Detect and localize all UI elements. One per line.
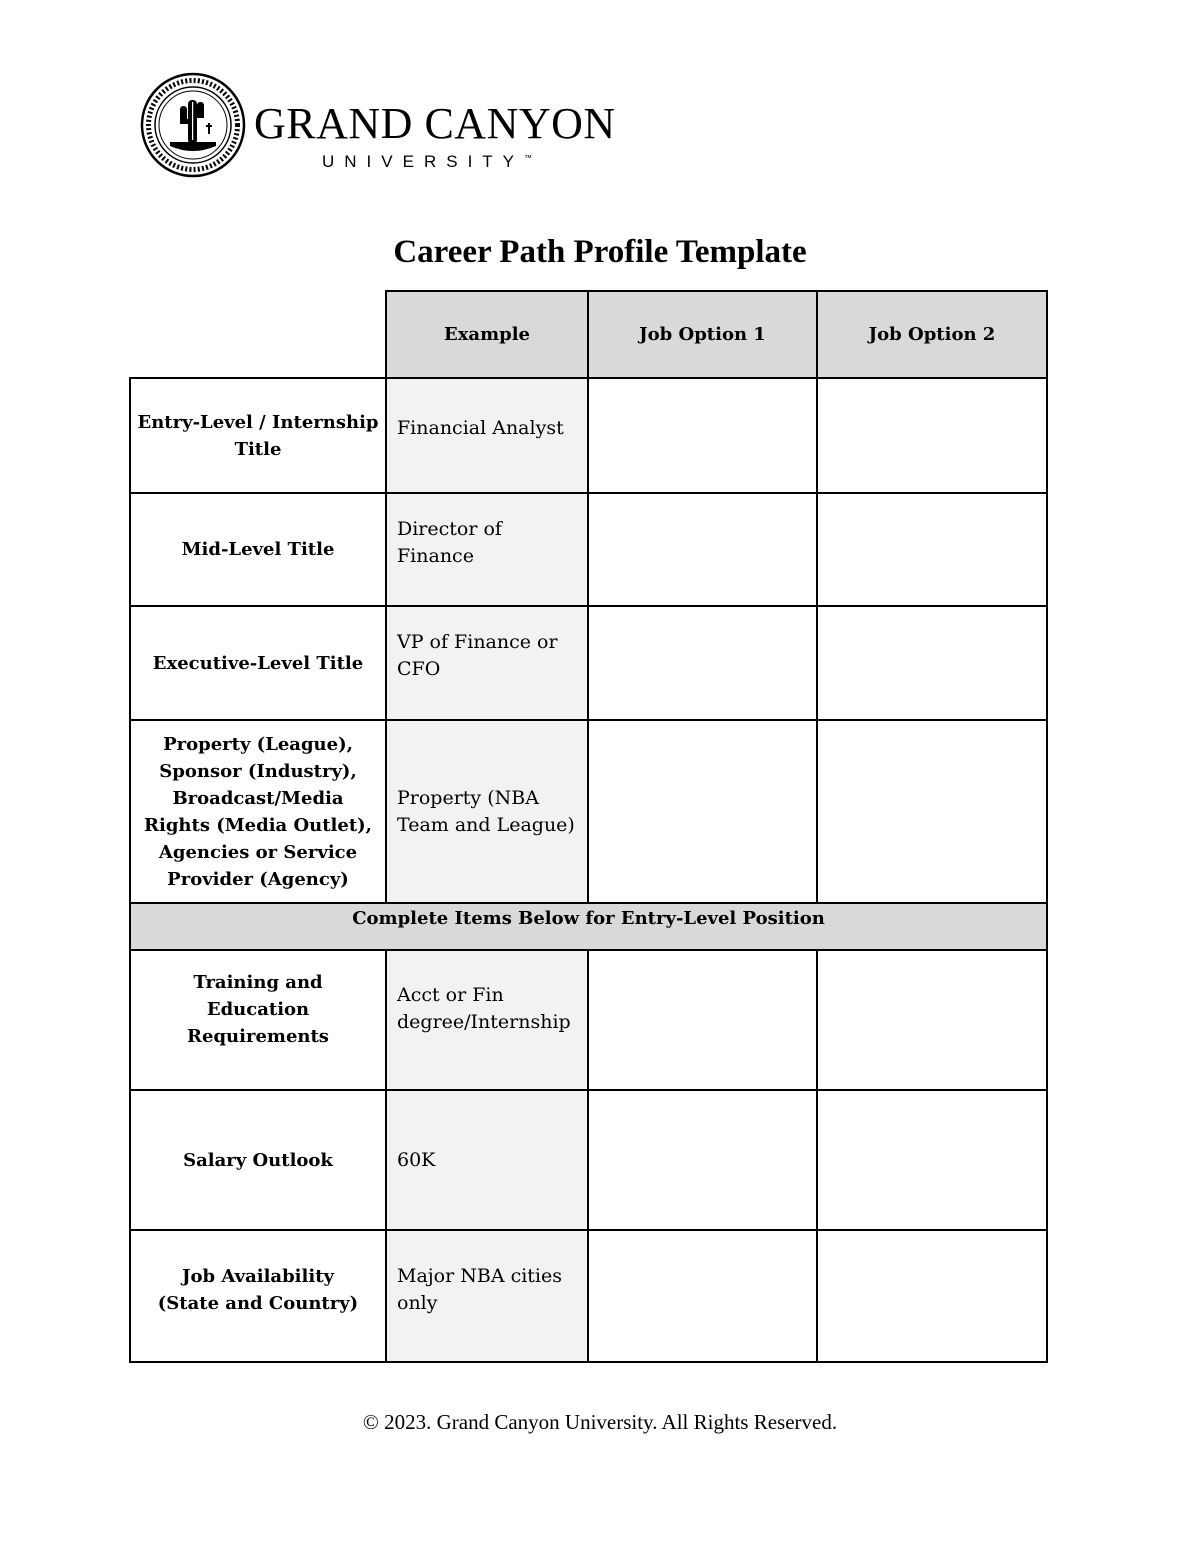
example-cell-job-availability: Major NBA cities only bbox=[385, 1229, 589, 1363]
university-logo bbox=[140, 72, 620, 178]
row-label-executive-level: Executive-Level Title bbox=[129, 605, 387, 721]
column-header-example: Example bbox=[385, 290, 589, 379]
job-option-1-executive-level[interactable] bbox=[587, 605, 818, 721]
row-label-job-availability: Job Availability (State and Country) bbox=[129, 1229, 387, 1363]
job-option-2-job-availability[interactable] bbox=[816, 1229, 1048, 1363]
job-option-2-entry-level[interactable] bbox=[816, 377, 1048, 494]
row-label-entry-level: Entry-Level / Internship Title bbox=[129, 377, 387, 494]
example-cell-salary-outlook: 60K bbox=[385, 1089, 589, 1231]
row-label-mid-level: Mid-Level Title bbox=[129, 492, 387, 607]
job-option-2-salary-outlook[interactable] bbox=[816, 1089, 1048, 1231]
example-cell-entry-level: Financial Analyst bbox=[385, 377, 589, 494]
example-cell-mid-level: Director of Finance bbox=[385, 492, 589, 607]
document-title: Career Path Profile Template bbox=[393, 234, 807, 270]
copyright-footer: © 2023. Grand Canyon University. All Rights Reserved. bbox=[362, 1410, 838, 1434]
example-cell-training-education: Acct or Fin degree/Internship bbox=[385, 949, 589, 1091]
university-subname: UNIVERSITY™ bbox=[322, 152, 533, 171]
job-option-2-mid-level[interactable] bbox=[816, 492, 1048, 607]
row-label-training-education: Training and Education Requirements bbox=[129, 949, 387, 1091]
column-header-job-option-1: Job Option 1 bbox=[587, 290, 818, 379]
example-cell-organization-type: Property (NBA Team and League) bbox=[385, 719, 589, 904]
job-option-1-training-education[interactable] bbox=[587, 949, 818, 1091]
career-path-table bbox=[129, 290, 1048, 1363]
job-option-1-entry-level[interactable] bbox=[587, 377, 818, 494]
row-label-organization-type: Property (League), Sponsor (Industry), Broadcast/Media Rights (Media Outlet), Agencies or Service Provider (Agency) bbox=[129, 719, 387, 904]
job-option-2-executive-level[interactable] bbox=[816, 605, 1048, 721]
job-option-1-organization-type[interactable] bbox=[587, 719, 818, 904]
example-cell-executive-level: VP of Finance or CFO bbox=[385, 605, 589, 721]
university-name: GRAND CANYON bbox=[254, 99, 616, 148]
university-seal-icon bbox=[140, 72, 246, 178]
job-option-1-mid-level[interactable] bbox=[587, 492, 818, 607]
job-option-1-salary-outlook[interactable] bbox=[587, 1089, 818, 1231]
job-option-2-organization-type[interactable] bbox=[816, 719, 1048, 904]
job-option-1-job-availability[interactable] bbox=[587, 1229, 818, 1363]
trademark-mark: ™ bbox=[524, 153, 533, 163]
job-option-2-training-education[interactable] bbox=[816, 949, 1048, 1091]
row-label-salary-outlook: Salary Outlook bbox=[129, 1089, 387, 1231]
section-heading-entry-level: Complete Items Below for Entry-Level Position bbox=[129, 902, 1048, 951]
column-header-job-option-2: Job Option 2 bbox=[816, 290, 1048, 379]
